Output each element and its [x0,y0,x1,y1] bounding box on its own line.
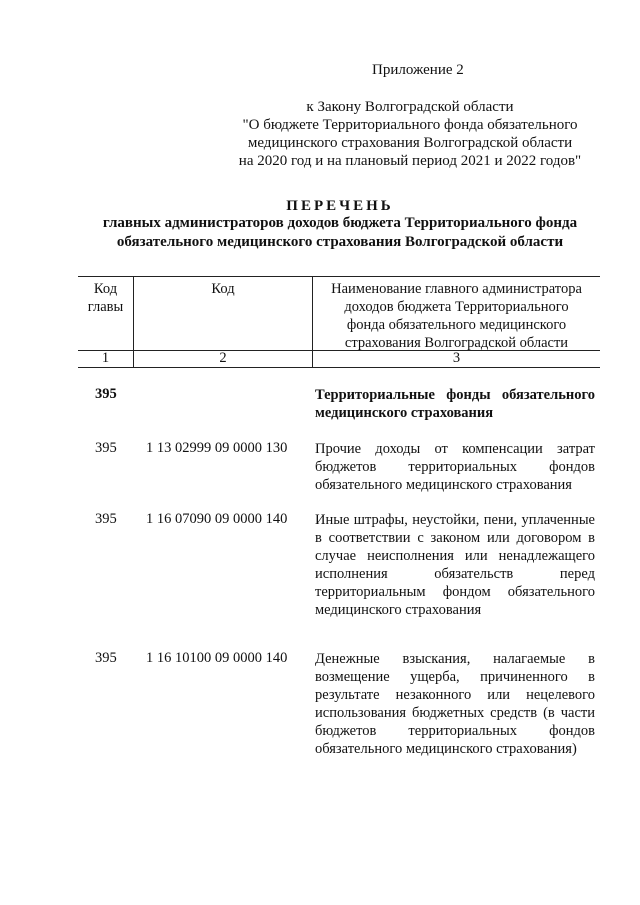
law-line: на 2020 год и на плановый период 2021 и 2022 годов" [238,153,582,169]
table-row-chapter: 395 [95,386,117,402]
table-row-code: 1 13 02999 09 0000 130 [146,440,288,456]
table-row-name: Денежные взыскания, налагаемые в возмещение ущерба, причиненного в результате незаконного или нецелевого использования бюджетных средств (в части бюджетов территориальных фондов обязательного медицинского страхования) [315,651,595,757]
document-title: ПЕРЕЧЕНЬ [286,198,394,214]
column-number: 1 [101,350,110,366]
column-header-name: Наименование главного администратора доходов бюджета Территориального фонда обязательного медицинского страхования Волгоградской области [331,281,582,351]
subtitle-line: главных администраторов доходов бюджета Территориального фонда [102,215,578,231]
table-row-name: Прочие доходы от компенсации затрат бюджетов территориальных фондов обязательного медицинского страхования [315,441,595,493]
law-line: медицинского страхования Волгоградской области [247,135,573,151]
appendix-label: Приложение 2 [372,62,464,78]
law-reference [200,98,620,170]
table-numbers-divider [78,367,600,368]
table-top-border [78,276,600,277]
table-row-name: Иные штрафы, неустойки, пени, уплаченные в соответствии с законом или договором в случае неисполнения или ненадлежащего исполнения обязательств перед территориальным фондом обязательного медицинского страхования [315,512,595,618]
table-row-name: Территориальные фонды обязательного медицинского страхования [315,387,595,421]
table-row-code: 1 16 10100 09 0000 140 [146,650,288,666]
column-header-chapter-code: Код главы [87,281,124,315]
subtitle-line: обязательного медицинского страхования Волгоградской области [116,234,564,250]
document-subtitle [60,214,620,252]
column-number: 3 [452,350,461,366]
law-line: "О бюджете Территориального фонда обязательного [242,117,578,133]
table-row-chapter: 395 [95,650,117,666]
table-row-code: 1 16 07090 09 0000 140 [146,511,288,527]
table-row-chapter: 395 [95,511,117,527]
column-header-code: Код [211,281,235,297]
table-row-chapter: 395 [95,440,117,456]
law-line: к Закону Волгоградской области [306,99,514,115]
column-number: 2 [219,350,227,366]
